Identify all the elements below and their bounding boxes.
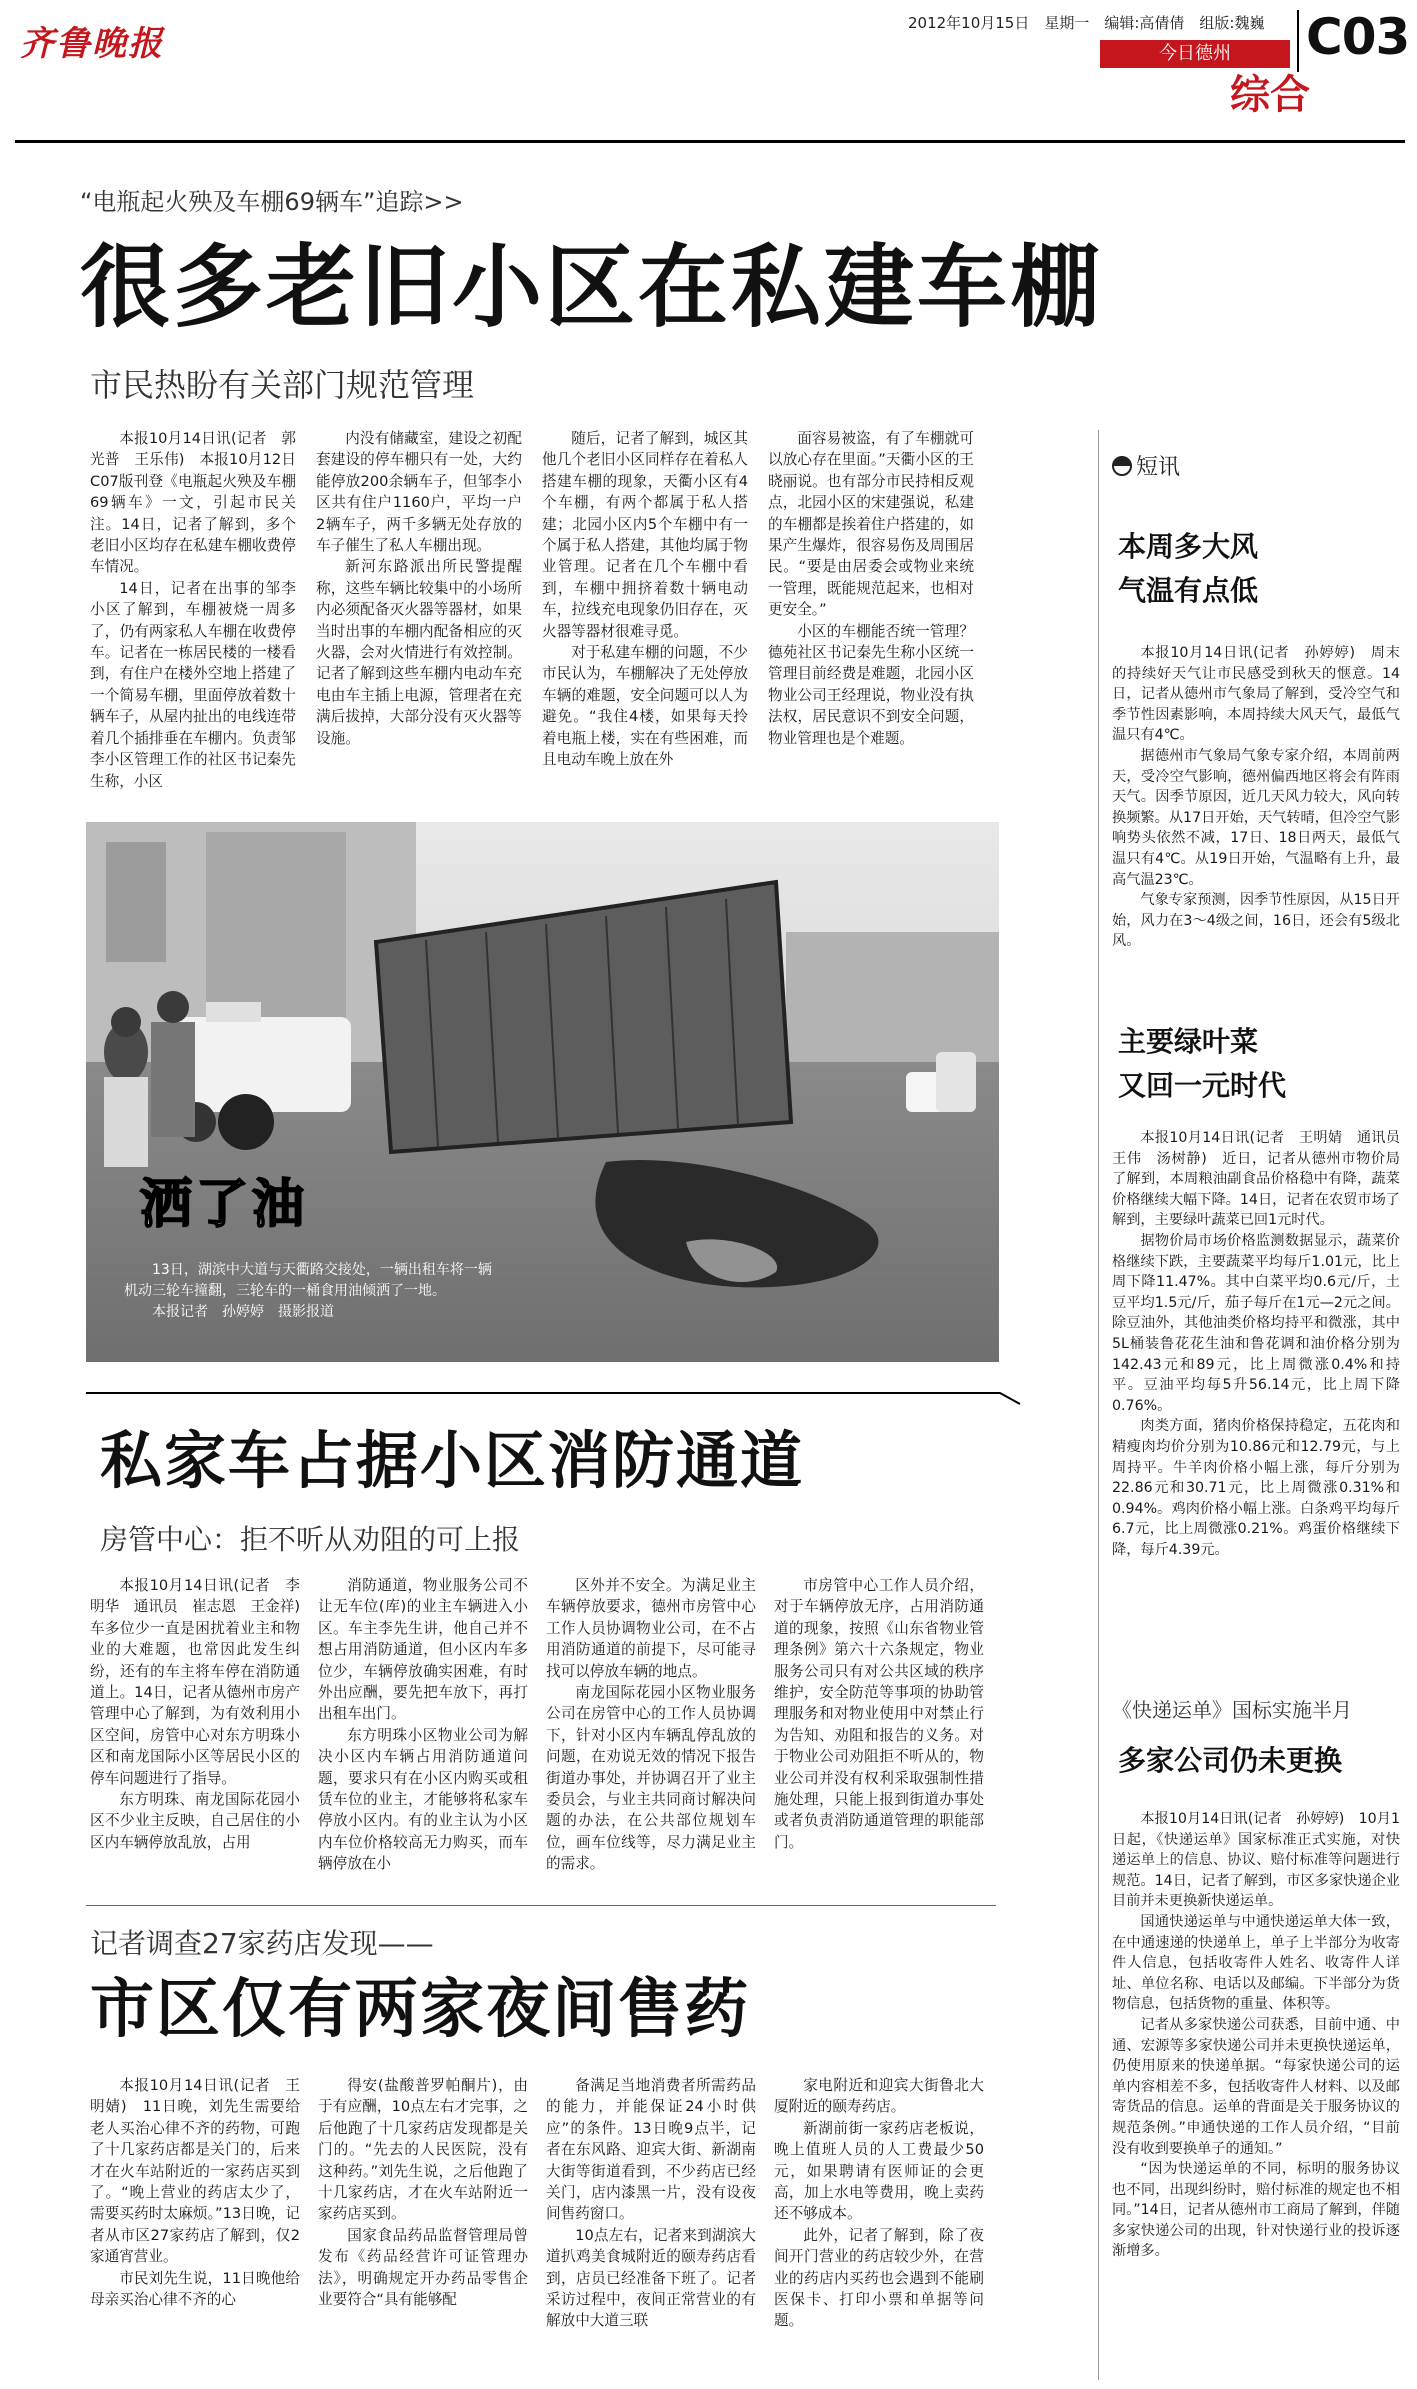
paragraph: 内没有储藏室，建设之初配套建设的停车棚只有一处，大约能停放200余辆车子，但邹李小区共有住户1160户，平均一户2辆车子，两千多辆无处存放的车子催生了私人车棚出现。 xyxy=(316,430,522,555)
story3-column-4 xyxy=(774,2075,984,2375)
issue-meta: 2012年10月15日 星期一 编辑:高倩倩 组版:魏巍 xyxy=(908,14,1265,32)
story3-rule xyxy=(86,1905,996,1906)
story2-rule xyxy=(86,1392,831,1394)
brief-1 xyxy=(1112,525,1400,1043)
brief-title: 主要绿叶菜 xyxy=(1118,1025,1259,1058)
newspaper-logo: 齐鲁晚报 xyxy=(20,24,164,64)
brief-title: 又回一元时代 xyxy=(1118,1069,1287,1102)
section-name: 综合 xyxy=(1230,72,1310,118)
paragraph: 据物价局市场价格监测数据显示，蔬菜价格继续下跌，主要蔬菜平均每斤1.01元，比上周下降11.47%。其中白菜平均0.6元/斤，土豆平均1.5元/斤，茄子每斤在1元—2元之间。除豆油外，其他油类价格均持平和微涨，其中5L桶装鲁花花生油和鲁花调和油价格分别为142.43元和89元，比上周微涨0.4%和持平。豆油平均每5升56.14元，比上周下降0.76%。 xyxy=(1112,1232,1400,1414)
paragraph: “因为快递运单的不同，标明的服务协议也不同，出现纠纷时，赔付标准的规定也不相同。”14日，记者从德州市工商局了解到，伴随多家快递公司的出现，针对快递行业的投诉逐渐增多。 xyxy=(1112,2161,1400,2260)
brief-kicker: 《快递运单》国标实施半月 xyxy=(1112,1698,1352,1722)
brief-2 xyxy=(1112,1020,1415,1668)
paragraph: 本报10月14日讯(记者 孙婷婷) 10月1日起，《快递运单》国家标准正式实施，对快递运单上的信息、协议、赔付标准等问题进行规范。14日，记者了解到，市区多家快递企业目前并未更换新快递运单。 xyxy=(1112,1811,1400,1910)
story2-column-1 xyxy=(90,1575,315,1895)
paragraph: 区外并不安全。为满足业主车辆停放要求，德州市房管中心工作人员协调物业公司，在不占用消防通道的前提下，尽可能寻找可以停放车辆的地点。 xyxy=(546,1577,756,1680)
paragraph: 备满足当地消费者所需药品的能力，并能保证24小时供应”的条件。13日晚9点半，记者在东风路、迎宾大街、新湖南大街等街道看到，不少药店已经关门，店内漆黑一片，没有设夜间售药窗口。 xyxy=(546,2077,756,2223)
story2-subhead: 房管中心：拒不听从劝阻的可上报 xyxy=(100,1523,521,1556)
sidebar-label-text: 短讯 xyxy=(1136,455,1181,480)
story3-column-3 xyxy=(546,2075,756,2375)
masthead-rule xyxy=(15,140,1405,143)
paragraph: 气象专家预测，因季节性原因，从15日开始，风力在3～4级之间，16日，还会有5级北风。 xyxy=(1112,892,1400,950)
story3-kicker: 记者调查27家药店发现—— xyxy=(90,1927,434,1960)
sidebar xyxy=(1112,450,1415,2260)
sidebar-divider xyxy=(1098,430,1099,2380)
story3-headline: 市区仅有两家夜间售药 xyxy=(90,1973,750,2047)
story2-rule-angle xyxy=(820,1386,1020,1406)
masthead-divider xyxy=(1297,10,1299,72)
paragraph: 东方明珠小区物业公司为解决小区内车辆占用消防通道问题，要求只有在小区内购买或租赁车位的业主，才能够将私家车停放小区内。有的业主认为小区内车位价格较高无力购买，而车辆停放在小 xyxy=(318,1726,528,1873)
paragraph: 南龙国际花园小区物业服务公司在房管中心的工作人员协调下，针对小区内车辆乱停乱放的问题，在劝说无效的情况下报告街道办事处，并协调召开了业主委员会，与业主共同商讨解决问题的办法，在公共部位规划车位，画车位线等，尽力满足业主的需求。 xyxy=(546,1684,756,1873)
paragraph: 本报10月14日讯(记者 王明婧) 11日晚，刘先生需要给老人买治心律不齐的药物，可跑了十几家药店都是关门的，后来才在火车站附近的一家药店买到了。“晚上营业的药店太少了，需要买药时太麻烦。”13日晚，记者从市区27家药店了解到，仅2家通宵营业。 xyxy=(90,2077,300,2266)
photo-credit: 本报记者 孙婷婷 摄影报道 xyxy=(152,1304,334,1320)
paragraph: 肉类方面，猪肉价格保持稳定，五花肉和精瘦肉均价分别为10.86元和12.79元，与上周持平。牛羊肉价格小幅上涨，每斤分别为22.86元和30.71元，比上周微涨0.31%和0.94%。鸡肉价格小幅上涨。白条鸡平均每斤6.7元，比上周微涨0.21%。鸡蛋价格继续下降，每斤4.39元。 xyxy=(1112,1418,1400,1558)
story1-subhead: 市民热盼有关部门规范管理 xyxy=(90,366,475,404)
paragraph: 得安(盐酸普罗帕酮片)，由于有应酬，10点左右才完事，之后他跑了十几家药店发现都是关门的。“先去的人民医院，没有这种药。”刘先生说，之后他跑了十几家药店，才在火车站附近一家药店买到。 xyxy=(318,2077,528,2223)
paragraph: 国通快递运单与中通快递运单大体一致，在中通速递的快递单上，单子上半部分为收寄件人信息，包括收寄件人姓名、收寄件人详址、单位名称、电话以及邮编。下半部分为货物信息，包括货物的重量、体积等。 xyxy=(1112,1913,1400,2013)
paragraph: 本报10月14日讯(记者 郭光普 王乐伟) 本报10月12日C07版刊登《电瓶起火殃及车棚69辆车》一文，引起市民关注。14日，记者了解到，多个老旧小区均存在私建车棚收费停车情况。 xyxy=(90,430,296,576)
story2-column-4 xyxy=(774,1575,984,1895)
paragraph: 家电附近和迎宾大街鲁北大厦附近的颐寿药店。 xyxy=(774,2077,984,2116)
paragraph: 小区的车棚能否统一管理？德苑社区书记秦先生称小区统一管理目前经费是难题，北园小区物业公司王经理说，物业没有执法权，居民意识不到安全问题，物业管理也是个难题。 xyxy=(768,622,974,747)
story2-column-2 xyxy=(318,1575,528,1895)
story1-column-1 xyxy=(90,428,296,788)
paragraph: 记者从多家快递公司获悉，目前中通、中通、宏源等多家快递公司并未更换快递运单，仍使用原来的快递单据。“每家快递公司的运单内容相差不多，包括收寄件人材料、以及邮寄货品的信息。运单的背面是关于服务协议的规范条例。”申通快递的工作人员介绍，“目前没有收到要换单子的通知。” xyxy=(1112,2016,1400,2157)
paragraph: 面容易被盗，有了车棚就可以放心存在里面。”天衢小区的王晓丽说。也有部分市民持相反观点，北园小区的宋建强说，私建的车棚都是挨着住户搭建的，如果产生爆炸，很容易伤及周围居民。“要是由居委会或物业来统一管理，既能规范起来，也相对更安全。” xyxy=(768,430,974,619)
story2-column-3 xyxy=(546,1575,756,1895)
photo-caption-box xyxy=(116,1254,512,1329)
news-photo xyxy=(86,822,999,1362)
paragraph: 14日，记者在出事的邹李小区了解到，车棚被烧一周多了，仍有两家私人车棚在收费停车。记者在一栋居民楼的一楼看到，有住户在楼外空地上搭建了一个简易车棚，里面停放着数十辆车子，从屋内扯出的电线连带着几个插排垂在车棚内。负责邹李小区管理工作的社区书记秦先生称，小区 xyxy=(90,579,296,790)
paragraph: 本报10月14日讯(记者 王明婧 通讯员 王伟 汤树静) 近日，记者从德州市物价局了解到，本周粮油副食品价格稳中有降，蔬菜价格继续大幅下降。14日，记者在农贸市场了解到，主要绿叶蔬菜已回1元时代。 xyxy=(1112,1130,1415,1229)
story3-column-1 xyxy=(90,2075,300,2375)
brief-title: 多家公司仍未更换 xyxy=(1118,1744,1343,1777)
paragraph: 本报10月14日讯(记者 孙婷婷) 周末的持续好天气让市民感受到秋天的惬意。14日，记者从德州市气象局了解到，受冷空气和季节性因素影响，本周持续大风天气，最低气温只有4℃。 xyxy=(1112,645,1400,744)
paragraph: 10点左右，记者来到湖滨大道扒鸡美食城附近的颐寿药店看到，店员已经准备下班了。记者采访过程中，夜间正常营业的有解放中大道三联 xyxy=(546,2226,756,2330)
paragraph: 此外，记者了解到，除了夜间开门营业的药店较少外，在营业的药店内买药也会遇到不能刷医保卡、打印小票和单据等问题。 xyxy=(774,2226,984,2330)
paragraph: 新河东路派出所民警提醒称，这些车辆比较集中的小场所内必须配备灭火器等器材，如果当时出事的车棚内配备相应的灭火器，会对火情进行有效控制。记者了解到这些车棚内电动车充电由车主插上电源，管理者在充满后拔掉，大部分没有灭火器等设施。 xyxy=(316,558,522,747)
paragraph: 新湖前街一家药店老板说，晚上值班人员的人工费最少50元，如果聘请有医师证的会更高，加上水电等费用，晚上卖药还不够成本。 xyxy=(774,2119,984,2223)
story1-column-2 xyxy=(316,428,522,788)
brief-icon xyxy=(1112,456,1132,476)
brief-3 xyxy=(1112,1695,1400,2389)
paragraph: 市房管中心工作人员介绍，对于车辆停放无序，占用消防通道的现象，按照《山东省物业管理条例》第六十六条规定，物业服务公司只有对公共区域的秩序维护，安全防范等事项的协助管理服务和对物业使用中对禁止行为告知、劝阻和报告的义务。对于物业公司劝阻拒不听从的，物业公司并没有权利采取强制性措施处理，只能上报到街道办事处或者负责消防通道管理的职能部门。 xyxy=(774,1577,984,1851)
paragraph: 对于私建车棚的问题，不少市民认为，车棚解决了无处停放车辆的难题，安全问题可以人为避免。“我住4楼，如果每天拎着电瓶上楼，实在有些困难，而且电动车晚上放在外 xyxy=(542,644,748,769)
story1-kicker: “电瓶起火殃及车棚69辆车”追踪>> xyxy=(80,188,464,216)
paragraph: 据德州市气象局气象专家介绍，本周前两天，受冷空气影响，德州偏西地区将会有阵雨天气。因季节原因，近几天风力较大，风向转换频繁。从17日开始，天气转晴，但冷空气影响势头依然不减，17日、18日两天，最低气温只有4℃。从19日开始，气温略有上升，最高气温23℃。 xyxy=(1112,747,1400,888)
page-number: C03 xyxy=(1306,8,1410,66)
story2-headline: 私家车占据小区消防通道 xyxy=(100,1424,805,1497)
paragraph: 东方明珠、南龙国际花园小区不少业主反映，自己居住的小区内车辆停放乱放，占用 xyxy=(90,1791,300,1851)
story1-column-3 xyxy=(542,428,748,788)
photo-banner: 洒了油 xyxy=(140,1175,309,1235)
brief-title: 气温有点低 xyxy=(1118,574,1259,607)
brief-title: 本周多大风 xyxy=(1118,530,1259,563)
photo-caption: 13日，湖滨中大道与天衢路交接处，一辆出租车将一辆机动三轮车撞翻，三轮车的一桶食用油倾洒了一地。 xyxy=(124,1262,492,1299)
sidebar-label xyxy=(1112,450,1400,481)
paragraph: 市民刘先生说，11日晚他给母亲买治心律不齐的心 xyxy=(90,2269,300,2309)
section-tag: 今日德州 xyxy=(1100,40,1290,68)
paragraph: 本报10月14日讯(记者 李明华 通讯员 崔志恩 王金祥) 车多位少一直是困扰着业主和物业的大难题，也常因此发生纠纷，还有的车主将车停在消防通道上。14日，记者从德州市房产管理中心了解到，为有效利用小区空间，房管中心对东方明珠小区和南龙国际小区等居民小区的停车问题进行了指导。 xyxy=(90,1577,315,1787)
story1-column-4 xyxy=(768,428,974,788)
story3-column-2 xyxy=(318,2075,528,2375)
paragraph: 随后，记者了解到，城区其他几个老旧小区同样存在着私人搭建车棚的现象，天衢小区有4个车棚，有两个都属于私人搭建；北园小区内5个车棚中有一个属于私人搭建，其他均属于物业管理。记者在几个车棚中看到，车棚中拥挤着数十辆电动车，拉线充电现象仍旧存在，灭火器等器材很难寻觅。 xyxy=(542,430,748,640)
story1-headline: 很多老旧小区在私建车棚 xyxy=(80,235,1103,340)
paragraph: 国家食品药品监督管理局曾发布《药品经营许可证管理办法》，明确规定开办药品零售企业要符合“具有能够配 xyxy=(318,2226,528,2309)
paragraph: 消防通道，物业服务公司不让无车位(库)的业主车辆进入小区。车主李先生讲，他自己并不想占用消防通道，但小区内车多位少，车辆停放确实困难，有时外出应酬，要先把车放下，再打出租车出门。 xyxy=(318,1577,528,1723)
